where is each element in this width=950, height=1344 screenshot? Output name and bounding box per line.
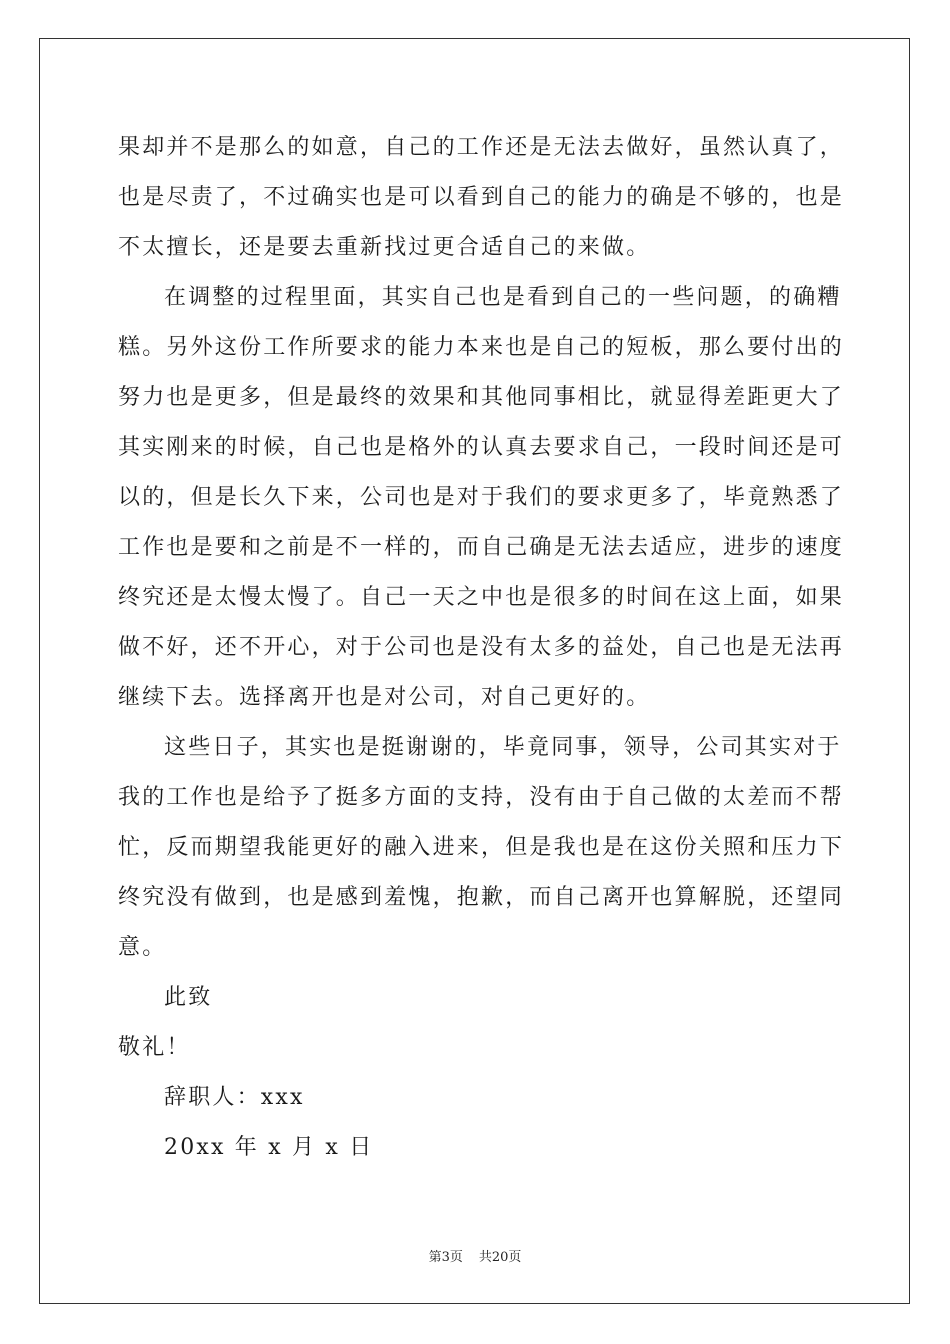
closing-regards: 敬礼！ <box>118 1035 191 1060</box>
body-line: 努力也是更多，但是最终的效果和其他同事相比，就显得差距更大了 <box>118 385 845 410</box>
body-line: 其实刚来的时候，自己也是格外的认真去要求自己，一段时间还是可 <box>118 435 845 460</box>
body-line: 我的工作也是给予了挺多方面的支持，没有由于自己做的太差而不帮 <box>118 785 845 810</box>
paragraph-start-line: 在调整的过程里面，其实自己也是看到自己的一些问题，的确糟 <box>164 285 842 310</box>
body-line: 不太擅长，还是要去重新找过更合适自己的来做。 <box>118 235 651 260</box>
body-line: 终究没有做到，也是感到羞愧，抱歉，而自己离开也算解脱，还望同 <box>118 885 845 910</box>
body-line: 继续下去。选择离开也是对公司，对自己更好的。 <box>118 685 651 710</box>
signature-line: 辞职人：xxx <box>164 1085 305 1110</box>
page-total: 共20页 <box>478 1250 522 1265</box>
body-line: 糕。另外这份工作所要求的能力本来也是自己的短板，那么要付出的 <box>118 335 845 360</box>
date-line: 20xx 年 x 月 x 日 <box>164 1135 374 1160</box>
body-line: 忙，反而期望我能更好的融入进来，但是我也是在这份关照和压力下 <box>118 835 845 860</box>
body-line: 也是尽责了，不过确实也是可以看到自己的能力的确是不够的，也是 <box>118 185 845 210</box>
body-line: 果却并不是那么的如意，自己的工作还是无法去做好，虽然认真了， <box>118 135 845 160</box>
paragraph-start-line: 这些日子，其实也是挺谢谢的，毕竟同事，领导，公司其实对于 <box>164 735 842 760</box>
page-footer <box>0 1246 950 1265</box>
body-line: 工作也是要和之前是不一样的，而自己确是无法去适应，进步的速度 <box>118 535 845 560</box>
page-number: 第3页 <box>428 1250 463 1265</box>
body-line: 做不好，还不开心，对于公司也是没有太多的益处，自己也是无法再 <box>118 635 845 660</box>
body-line: 以的，但是长久下来，公司也是对于我们的要求更多了，毕竟熟悉了 <box>118 485 845 510</box>
body-line: 意。 <box>118 935 167 960</box>
body-line: 终究还是太慢太慢了。自己一天之中也是很多的时间在这上面，如果 <box>118 585 845 610</box>
letter-body <box>118 128 845 1178</box>
closing-salutation: 此致 <box>164 985 213 1010</box>
